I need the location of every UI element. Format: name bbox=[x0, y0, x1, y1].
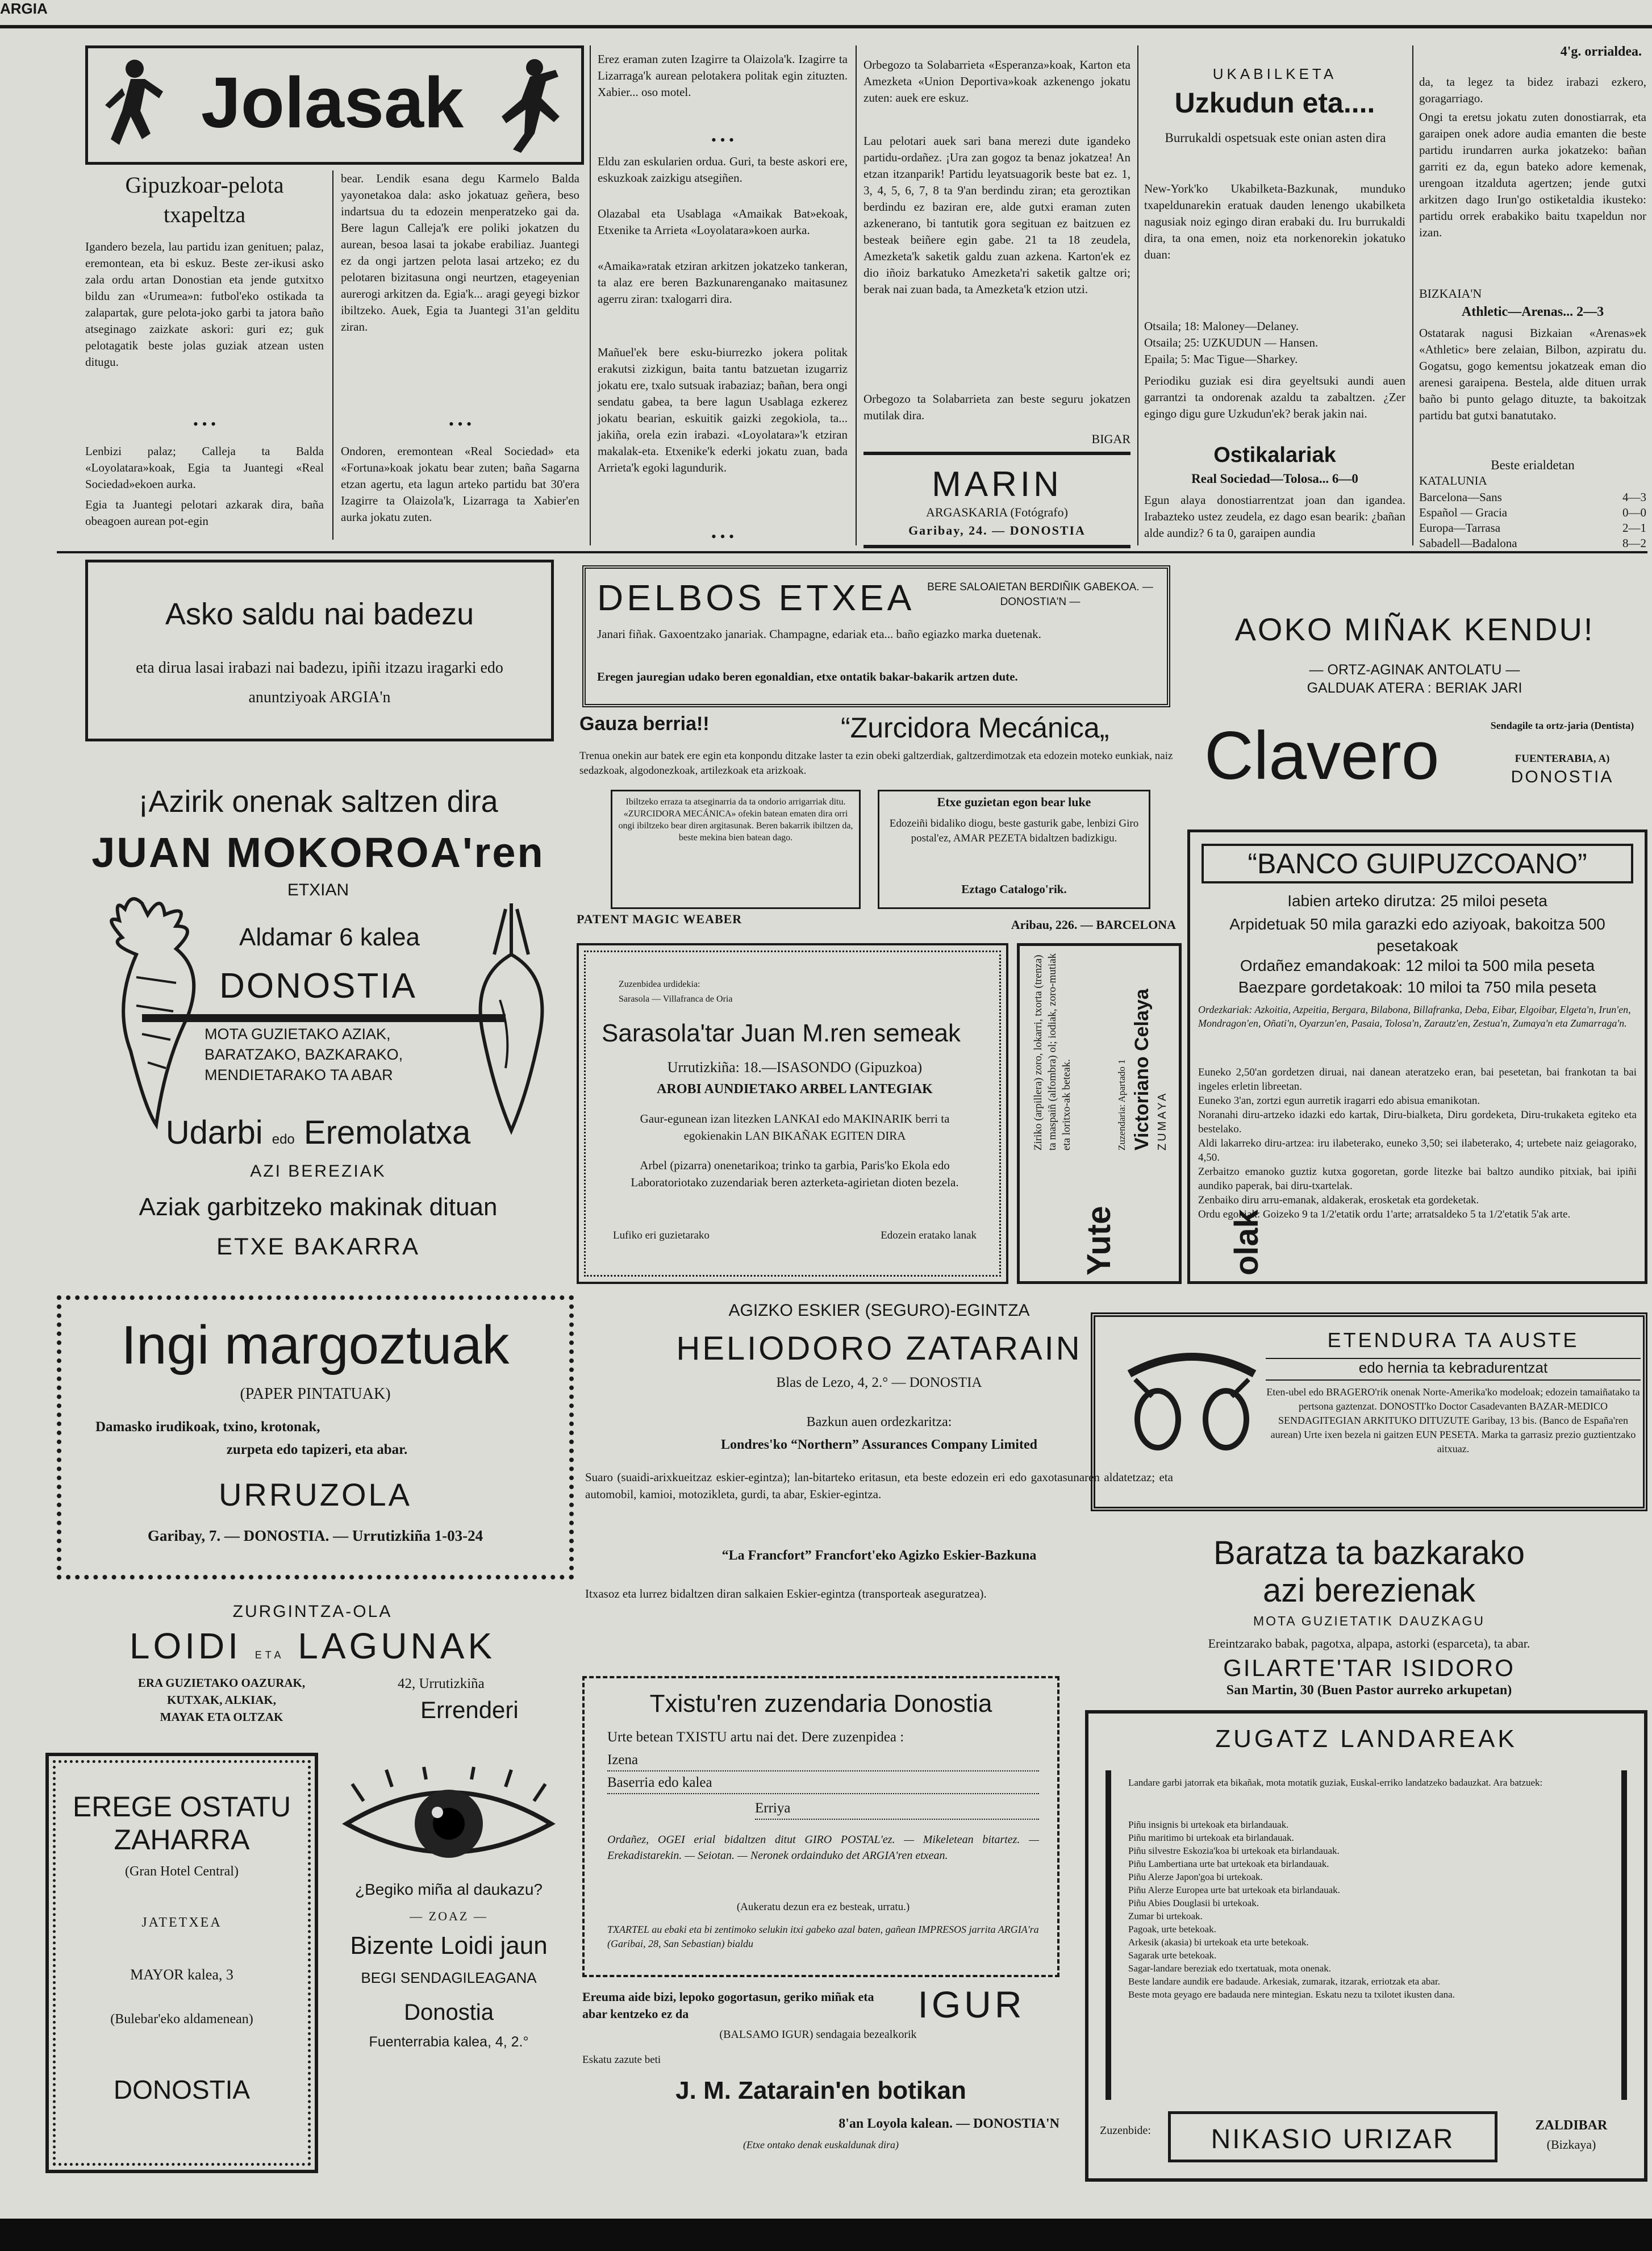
fight-item: Otsaila; 25: UZKUDUN — Hansen. bbox=[1144, 336, 1319, 349]
zatarain-small: Eskatu zazute beti bbox=[582, 2054, 661, 2066]
etendura-desc: Eten-ubel edo BRAGERO'rik onenak Norte-Amerika'ko modeloak; edozein tamaiñatako ta pertsona gaztenzat. DONOSTI'ko Doctor Casadevanten BAZAR-MEDICO SENDAGITEGIAN ARKITUKO DITUZUTE Garibay, 13 bis. (Banco de España'ren aurean) Urte ixen bezela ni gaitzen EUN PESETA. Marka ta garrasiz prezio guztientzako aitxuaz. bbox=[1266, 1386, 1640, 1454]
zugatz-item: Beste mota geyago ere badauda nere mintegian. Eskatu nezu ta txilotet ikusten dana. bbox=[1128, 1989, 1455, 2000]
zugatz-item: Zumar bi urtekoak. bbox=[1128, 1911, 1203, 1921]
heliodoro-franc: “La Francfort” Francfort'eko Agizko Eskier-Bazkuna bbox=[721, 1548, 1037, 1563]
txistu-note1: Ordañez, OGEI erial bidaltzen ditut GIRO POSTAL'ez. — Mikeletean bitartez. — Erekadistarekin. — Seiotan. — Neronek ordainduko det ARGIA'ren etxean. bbox=[607, 1833, 1039, 1862]
masthead: ARGIA bbox=[0, 0, 48, 17]
delbos-ad bbox=[582, 565, 1170, 707]
carrot-illustration bbox=[91, 892, 222, 1131]
zugatz-ad bbox=[1085, 1710, 1647, 2182]
txistu-title: Txistu'ren zuzendaria Donostia bbox=[649, 1690, 992, 1718]
jolasak-col3-p1: Erez eraman zuten Izagirre ta Olaizola'k. Izagirre ta Lizarraga'k aurean pelotakera politak egin zituzten. Xabier... oso motel. bbox=[598, 52, 848, 99]
mokoroa-t3: MENDIETARAKO TA ABAR bbox=[205, 1066, 393, 1083]
yute-zuz: Zuzendaria: Apartado 1 bbox=[1116, 1059, 1127, 1150]
baratza-desc: Ereintzarako babak, pagotxa, alpapa, astorki (esparceta), ta abar. bbox=[1208, 1636, 1530, 1650]
ostatu-ad bbox=[45, 1753, 318, 2173]
heliodoro-londres: Londres'ko “Northern” Assurances Company Limited bbox=[721, 1437, 1037, 1452]
zugatz-city2: (Bizkaya) bbox=[1546, 2137, 1596, 2152]
banco-ad bbox=[1187, 829, 1647, 1284]
jolasak-banner bbox=[85, 45, 584, 165]
txistu-coupon bbox=[582, 1676, 1059, 1977]
coupon-right bbox=[878, 790, 1150, 909]
col6-p2: Ongi ta eretsu jokatu zuten donostiarrak, eta garaipen onek adore audia emanten die beste partidu irundarren aurka jokatzeko: bañan garriti ez da, egun bateko adore kemenak, urengoan itzalduta agertzen; jende gutxi arkitzen dago Irun'go ostiketaldia ikusteko: partidu orrek erabakiko baitu txapeldun nor izan. bbox=[1419, 110, 1646, 239]
zugatz-item: Piñu Lambertiana urte bat urtekoak eta birlandauak. bbox=[1128, 1858, 1329, 1869]
banco-p: Euneko 2,50'an gordetzen diruai, nai danean ateratzeko eran, bai pesetetan, bai frankotan ta bai ingeles erletin libreetan. bbox=[1198, 1066, 1637, 1093]
banco-p: Zenbaiko diru arru-emanak, aldakerak, erosketak eta gordeketak. bbox=[1198, 1194, 1479, 1206]
etendura-title: ETENDURA TA AUSTE bbox=[1327, 1328, 1579, 1352]
zugatz-zuzen: Zuzenbide: bbox=[1100, 2124, 1151, 2137]
sarasola-small2: Sarasola — Villafranca de Oria bbox=[619, 994, 733, 1004]
delbos-line2: Eregen jauregian udako beren egonaldian, etxe ontatik bakar-bakarik artzen dute. bbox=[597, 670, 1018, 683]
runner-figure-left bbox=[99, 54, 173, 156]
page-label: 4'g. orrialdea. bbox=[1560, 44, 1642, 59]
sarasola-lantegiak: AROBI AUNDIETAKO ARBEL LANTEGIAK bbox=[657, 1082, 933, 1097]
txistu-field-izena: Izena bbox=[607, 1752, 1039, 1771]
result-row: Sabadell—Badalona 8—2 bbox=[1419, 536, 1646, 550]
coupon-left: Ibiltzeko erraza ta atseginarria da ta ondorio arrigarriak ditu. «ZURCIDORA MECÁNICA» ofekin batean ematen dira orri ongi ibiltzeko bear diren argitasunak. Beren bakarrik ibiltzen da, beste mekina bien batean dago. bbox=[611, 790, 861, 909]
banco-ordez: Ordezkariak: Azkoitia, Azpeitia, Bergara, Bilabona, Billafranka, Deba, Eibar, Elgoibar, Elgeta'n, Irun'en, Mondragon'en, Oñati'n, Oyarzun'en, Pasaia, Tolosa'n, Zarautz'en, Zestua'n, Zumaya'n eta Zumarraga'n. bbox=[1198, 1004, 1631, 1029]
aoko-line1: — ORTZ-AGINAK ANTOLATU — bbox=[1309, 662, 1520, 678]
ostatu-city: DONOSTIA bbox=[113, 2075, 251, 2104]
ukabilketa-section: UKABILKETA bbox=[1212, 65, 1337, 82]
col6-p1: da, ta legez ta bidez irabazi ezkero, goragarriago. bbox=[1419, 75, 1646, 105]
baratza-ad bbox=[1091, 1534, 1647, 1704]
mokoroa-ad bbox=[62, 784, 574, 1295]
zugatz-intro: Landare garbi jatorrak eta bikañak, mota motatik guziak, Euskal-erriko landatzeko badauzkat. Ara batzuek: bbox=[1128, 1777, 1543, 1788]
katalunia-label: KATALUNIA bbox=[1419, 474, 1487, 487]
jolasak-col1-p3: Egia ta Juantegi pelotari azkarak dira, baña obeagoen aurean pot-egin bbox=[85, 498, 324, 528]
heliodoro-name: HELIODORO ZATARAIN bbox=[676, 1330, 1082, 1367]
loidi-l1: ERA GUZIETAKO OAZURAK, bbox=[137, 1676, 306, 1690]
ostatu-street: MAYOR kalea, 3 bbox=[130, 1966, 233, 1983]
zatarain-addr: 8'an Loyola kalean. — DONOSTIA'N bbox=[838, 2116, 1059, 2131]
sarasola-f2: Edozein eratako lanak bbox=[881, 1229, 977, 1241]
zurcidora-title: “Zurcidora Mecánica„ bbox=[841, 712, 1109, 744]
ostikalariak-match: Real Sociedad—Tolosa... 6—0 bbox=[1191, 472, 1358, 486]
igur-brand: IGUR bbox=[917, 1983, 1025, 2025]
zatarain-ad bbox=[582, 2048, 1059, 2179]
bizente-addr: Fuenterrabia kalea, 4, 2.° bbox=[369, 2034, 529, 2050]
mokoroa-aziak: Aziak garbitzeko makinak dituan bbox=[139, 1193, 498, 1221]
delbos-title: DELBOS ETXEA bbox=[597, 577, 915, 618]
loidi-l2: KUTXAK, ALKIAK, bbox=[167, 1693, 276, 1707]
result-row: Español — Gracia 0—0 bbox=[1419, 506, 1646, 519]
sarasola-f1: Lufiko eri guzietarako bbox=[613, 1229, 710, 1241]
asko-text: eta dirua lasai irabazi nai badezu, ipiñi itzazu iragarki edo anuntziyoak ARGIA'n bbox=[136, 659, 503, 706]
zurcidora-coupon bbox=[611, 790, 1156, 909]
zurcidora-address: Aribau, 226. — BARCELONA bbox=[1011, 918, 1176, 932]
jolasak-title: Jolasak bbox=[201, 62, 464, 143]
zugatz-item: Piñu insignis bi urtekoak eta birlandauak. bbox=[1128, 1819, 1289, 1830]
zurcidora-desc: Trenua onekin aur batek ere egin eta konpondu ditzake laster ta ezin obeki galtzerdiak, galtzerdimotzak eta edozein moteko eunkiak, naiz sedazkoak, algodonezkoak, artilezkoak eta arizkoak. bbox=[579, 750, 1173, 777]
article-signature: BIGAR bbox=[1091, 432, 1130, 446]
sarasola-name: Sarasola'tar Juan M.ren semeak bbox=[602, 1019, 961, 1047]
ostikalariak-title: Ostikalariak bbox=[1213, 443, 1336, 467]
aoko-line2: GALDUAK ATERA : BERIAK JARI bbox=[1307, 680, 1522, 696]
asko-saldu-ad bbox=[85, 560, 554, 741]
fight-item: Epaila; 5: Mac Tigue—Sharkey. bbox=[1144, 352, 1298, 366]
ingi-desc2: zurpeta edo tapizeri, eta abar. bbox=[226, 1442, 408, 1457]
results-title: Beste erialdetan bbox=[1491, 458, 1575, 472]
clavero-dentist: Sendagile ta ortz-jaria (Dentista) bbox=[1490, 720, 1634, 731]
marin-name: MARIN bbox=[932, 465, 1062, 504]
runner-figure-right bbox=[490, 54, 570, 156]
jolasak-headline: Gipuzkoar-pelota txapeltza bbox=[125, 172, 284, 227]
bizente-city: Donostia bbox=[404, 2000, 494, 2025]
etendura-sub: edo hernia ta kebradurentzat bbox=[1266, 1358, 1641, 1381]
delbos-line1: Janari fiñak. Gaxoentzako janariak. Champagne, edariak eta... baño egiazko marka duetenak. bbox=[597, 627, 1041, 641]
igur-ad bbox=[582, 1983, 1054, 2045]
bizente-name: Bizente Loidi jaun bbox=[350, 1932, 548, 1960]
ingi-desc1: Damasko irudikoak, txino, krotonak, bbox=[95, 1419, 320, 1435]
zugatz-item: Beste landare aundik ere badaude. Arkesiak, zumarak, itzarak, erriotzak eta abar. bbox=[1128, 1976, 1440, 1987]
heliodoro-bazkun: Bazkun auen ordezkaritza: bbox=[806, 1415, 952, 1429]
heliodoro-desc: Suaro (suaidi-arixkueitzaz eskier-egintza); lan-bitarteko eritasun, eta beste edozein eri edo gaxotasunaren aldatetzaz; eta automobil, kamioi, motozikleta, gurdi, ta abar, Eskier-egintza. bbox=[585, 1470, 1173, 1501]
loidi-title-line: LOIDI ETA LAGUNAK bbox=[129, 1625, 496, 1666]
zugatz-item: Pagoak, urte betekoak. bbox=[1128, 1924, 1216, 1935]
asko-title: Asko saldu nai badezu bbox=[165, 597, 474, 631]
banco-p: Euneko 3'an, zortzi egun aurretik iragarri edo abisua emanikotan. bbox=[1198, 1095, 1480, 1107]
jolasak-col4-p3: Orbegozo ta Solabarrieta zan beste seguru jokatzen mutilak dira. bbox=[863, 392, 1130, 422]
zugatz-item: Piñu silvestre Eskozia'koa bi urtekoak eta birlandauak. bbox=[1128, 1845, 1340, 1856]
zatarain-note: (Etxe ontako denak euskaldunak dira) bbox=[743, 2139, 899, 2150]
jolasak-col2-p1: bear. Lendik esana degu Karmelo Balda yayonetakoa dala: asko jokatuaz geñera, beso indartsua du ta edozein menperatzeko gai da. Bere lagun Calleja'k ere poliki jokatzen du aurean, besoa lasai ta jokabe erabiliaz. Juantegi ez da ongi jartzen pelota lasai artzeko; ez du pelotaren bizitasuna ongi neurtzen, etageyenian aurerogi arkitzen da. Egia'k... aragi geyegi bizkor ibiltzeko. Auek, Egia ta Juantegi 31'an gelditu ziran. bbox=[341, 172, 579, 334]
banco-l3: Ordañez emandakoak: 12 miloi ta 500 mila peseta bbox=[1240, 957, 1595, 974]
zugatz-item: Sagarak urte betekoak. bbox=[1128, 1950, 1217, 1961]
bizkaia-p: Ostatarak nagusi Bizkaian «Arenas»ek «Athletic» bere zelaian, Bilbon, azpiratu du. Gogatsu, gogo kementsu jokatzeak eman dio arenesi garaipena. Bestela, alde dituen urrak baño bi punto gelago dituzte, ta bakoitzak partidu bat gutxi banatutako. bbox=[1419, 326, 1646, 422]
truss-illustration bbox=[1118, 1334, 1266, 1470]
aoko-ad bbox=[1182, 565, 1647, 798]
ukabilketa-fights bbox=[1144, 318, 1405, 372]
yute-city: ZUMAYA bbox=[1156, 1091, 1169, 1150]
yute-title: Yute olak bbox=[1081, 1206, 1265, 1275]
zugatz-item: Piñu Alerze Europea urte bat urtekoak eta birlandauak. bbox=[1128, 1885, 1340, 1895]
banco-p: Ordu egokiak: Goizeko 9 ta 1/2'etatik ordu 1'arte; arratsaldeko 5 ta 1/2'etatik 5'ak arte. bbox=[1198, 1208, 1571, 1220]
loidi-ad bbox=[57, 1602, 568, 1750]
ingi-name: URRUZOLA bbox=[218, 1477, 412, 1512]
bizente-question: ¿Begiko miña al daukazu? bbox=[355, 1881, 543, 1898]
delbos-side: BERE SALOAIETAN BERDIÑIK GABEKOA. — DONOSTIA'N — bbox=[927, 581, 1153, 608]
ostatu-grand: (Gran Hotel Central) bbox=[125, 1864, 239, 1879]
ingi-address: Garibay, 7. — DONOSTIA. — Urrutizkiña 1-03-24 bbox=[147, 1527, 483, 1544]
mokoroa-etxe: ETXE BAKARRA bbox=[216, 1233, 420, 1260]
ingi-ad bbox=[57, 1295, 574, 1579]
ukabilketa-headline: Uzkudun eta.... bbox=[1174, 87, 1375, 119]
clavero-city: DONOSTIA bbox=[1511, 768, 1614, 786]
marin-ad bbox=[863, 452, 1130, 548]
loidi-l3: MAYAK ETA OLTZAK bbox=[160, 1710, 283, 1724]
ostatu-jatetxea: JATETXEA bbox=[141, 1915, 222, 1930]
jolasak-col1-p1: Igandero bezela, lau partidu izan genituen; palaz, eremontean, eta bi eskuz. Beste zer-ikusi asko zala ordu artan Donostian eta jende gutxitxo bildu zan «Urumea»n: futbol'eko ostikada ta zalapartak, gure pelota-joko garbi ta jatora baño atseginago zaizkate askori: guri ez; guk pelotagatik beste jolas guziak atzean usten ditugu. bbox=[85, 240, 324, 369]
ostatu-title: EREGE OSTATU ZAHARRA bbox=[72, 1791, 291, 1856]
mokoroa-city: DONOSTIA bbox=[219, 966, 417, 1006]
newspaper-page: ARGIA 4'g. orrialdea. Jolasak Gipuzkoar-pelota txapeltza Igandero bezela, lau partidu izan genituen; palaz, eremontean, eta bi eskuz. Beste zer-ikusi asko zala ordu artan Donostian eta jende gutxitxo bildu zan «Urumea»n: futbol'eko ostikada ta zalapartak, gure pelota-joko garbi ta jatora baño atseginago zaizkate askori: guri ez; guk pelotagatik beste jolas guziak atzean usten ditugu. • • • Lenbizi palaz; Calleja ta Balda «Loyolatara»koak, Egia ta Juantegi «Real Sociedad»ekoen aurka. Egia ta Juantegi pelotari azkarak dira, baña obeagoen aurean pot-egin bear. Lendik esana degu Karmelo Balda yayonetakoa dala: asko jokatuaz geñera, beso indartsua du ta edozein menperatzeko gai da. Bere lagun Calleja'k ere poliki jokatzen du aurean, besoa lasai ta jokabe erabiliaz. Juantegi ez da ongi jartzen pelota lasai artzeko; ez du pelotaren bizitasuna ongi neurtzen, etageyenian aurerogi arkitzen da. Egia'k... aragi geyegi bizkor ibiltzeko. Auek, Egia ta Juantegi 31'an gelditu ziran. • • • Ondoren, eremontean «Real Sociedad» eta «Fortuna»koak jokatu bear zuten; baña Sagarna etzan agertu, eta lagun arteko partidu bat 30'era Izagirre ta Olaizola'k, Lizarraga ta Xabier'en aurka jokatu zuten. Erez eraman zuten Izagirre ta Olaizola'k. Izagirre ta Lizarraga'k aurean pelotakera politak egin zituzten. Xabier... oso motel. • • • Eldu zan eskularien ordua. Guri, ta beste askori ere, eskuzkoak zaizkigu atsegiñen. Olazabal eta Usablaga «Amaikak Bat»ekoak, Etxenike ta Arrieta «Loyolatara»koen aurka. «Amaika»ratak etziran arkitzen jokatzeko tankeran, ta alaz ere beren Bazkunarenganako maitasunez agerru ziran: txalogarri dira. Mañuel'ek bere esku-biurrezko jokera politak erakutsi zizkigun, baita tantu batzuetan izugarriz jokatu ere, txalo sutsuak irabaziaz; bañan, bera ongi sendatu gabea, ta bere lagun Usablaga ezkerez jokatu bearian, eskuitik gaizki zegokiola, ta... jakiña, orela ezin irabazi. «Loyolatara»'k etziran makalak-eta. Etxenike'k ederki jokatu zuan, bada Arrieta'k egoki lagundurik. • • • Orbegozo ta Solabarrieta «Esperanza»koak, Karton eta Amezketa «Union Deportiva»koak azkenengo jokatu zuten: auek ere eskuz. Lau pelotari auek sari bana merezi dute igandeko partidu-ordañez. ¡Ura zan gogoz ta benaz jokatzea! An etzan itzanparik! Partidu leyatsuagorik beste bat ez. 1, 3, 4, 5, 6, 7, 8 ta 9'an berdindu ziran; eta geroztikan berdindu ez baziran ere, alde gutxi eraman zuten azkenerano, bi tantutik gora segituan ez baitzuen ez besteak beiñere egin gabe. 21 ta 18 zeudela, Amezketa'k saketik galdu zuan azkena. Karton'ek ez dio iñoiz barkatuko Amezketa'ri saketik galtze ori; berak nai zuan bada, ta Amezketa'k etzion utzi. Orbegozo ta Solabarrieta zan beste seguru jokatzen mutilak dira. BIGAR MARIN ARGASKARIA (Fotógrafo) Garibay, 24. — DONOSTIA UKABILKETA Uzkudun eta.... Burrukaldi ospetsuak este onian asten dira New-York'ko Ukabilketa-Bazkunak, munduko txapeldunarekin eratuak dauden lenengo ukabilketa nagusiak noiz egingo diran erabaki du. Iru burrukaldi dira, ta ona emen, noiz eta norkenorekin jokatuko duan: Otsaila; 18: Maloney—Delaney. Otsaila; 25: UZKUDUN — Hansen. Epaila; 5: Mac Tigue—Sharkey. Periodiku guziak esi dira geyeltsuki aundi auen garrantzi ta ondorenak azaldu ta zabaltzen. ¿Zer egingo digu gure Uzkudun'ek? berak jakin nai. Ostikalariak Real Sociedad—Tolosa... 6—0 Egun alaya donostiarrentzat joan dan igandea. Irabazteko ustez zeudela, ez dago esan bearik: ¿bañan alde aundiz? 6 ta 0, garaipen aundia da, ta legez ta bidez irabazi ezkero, goragarriago. Ongi ta eretsu jokatu zuten donostiarrak, eta garaipen onek adore audia emanten die beste partidu irundarren aurka jokatzeko: bañan garriti ez da, egun bateko adore kemenak, urengoan itzalduta agertzen; jende gutxi arkitzen dago Irun'go ostiketaldia ikusteko: partidu orrek erabakiko baitu txapeldun nor izan. BIZKAIA'N Athletic—Arenas... 2—3 Ostatarak nagusi Bizkaian «Arenas»ek «Athletic» bere zelaian, Bilbon, azpiratu du. Gogatsu, gogo kementsu jokatzeak eman dio arenesi garaipena. Bestela, alde dituen urrak baño bi punto gelago dituzte, ta bakoitzak partidu bat gutxi banatutako. Beste erialdetan KATALUNIA Barcelona—Sans 4—3 Español — Gracia 0—0 Europa—Tarrasa 2—1 Sabadell—Badalona 8—2 Asko saldu nai badezu eta dirua lasai irabazi nai badezu, ipiñi itzazu iragarki edo anuntziyoak ARGIA'n DELBOS ETXEA BERE SALOAIETAN BERDIÑIK GABEKOA. — DONOSTIA'N — Janari fiñak. Gaxoentzako janariak. Champagne, edariak eta... baño egiazko marka duetenak. Eregen jauregian udako beren egonaldian, etxe ontatik bakar-bakarik artzen dute. AOKO MIÑAK KENDU! — ORTZ-AGINAK ANTOLATU — GALDUAK ATERA : BERIAK JARI Clavero Sendagile ta ortz-jaria (Dentista) FUENTERABIA, A) DONOSTIA Gauza berria!! “Zurcidora Mecánica„ Trenua onekin aur batek ere egin eta konpondu ditzake laster ta ezin obeki galtzerdiak, galtzerdimotzak eta edozein moteko eunkiak, naiz sedazkoak, algodonezkoak, artilezkoak eta arizkoak. Ibiltzeko erraza ta atseginarria da ta ondorio arrigarriak ditu. «ZURCIDORA MECÁNICA» ofekin batean ematen dira orri ongi ibiltzeko bear diren argitasunak. Beren bakarrik ibiltzen da, beste mekina bien batean dago. Etxe guzietan egon bear luke Edozeiñi bidaliko diogu, beste gasturik gabe, lenbizi Giro postal'ez, AMAR PEZETA bidaltzen badizkigu. Eztago Catalogo'rik. PATENT MAGIC WEABER Aribau, 226. — BARCELONA ¡Azirik onenak saltzen dira JUAN MOKOROA'ren ETXIAN Aldamar 6 kalea DONOSTIA MOTA GUZIETAKO AZIAK, BARATZAKO, BAZKARAKO, MENDIETARAKO TA ABAR Udarbi edo Eremolatxa AZI BEREZIAK Aziak garbitzeko makinak dituan ETXE BAKARRA Zuzenbidea urdidekia: Sarasola — Villafranca de Oria Sarasola'tar Juan M.ren semeak Urrutizkiña: 18.—ISASONDO (Gipuzkoa) AROBI AUNDIETAKO ARBEL LANTEGIAK Gaur-egunean izan litezken LANKAI edo MAKINARIK berri ta egokienakin LAN BIKAÑAK EGITEN DIRA Arbel (pizarra) onenetarikoa; trinko ta garbia, Paris'ko Ekola edo Laboratoriotako zuzendariak beren azterketa-agirietan dioten bezela. Lufiko eri guzietarako Edozein eratako lanak Yute olak Ziriko (arpillera) zoro, lokarri, txorta (trenza) ta maspaiñ (alfombra) ol; iodiak, zoro-mutiak eta loritxo-ak beteak. Zuzendaria: Apartado 1 Victoriano Celaya ZUMAYA “BANCO GUIPUZCOANO” Iabien arteko dirutza: 25 miloi peseta Arpidetuak 50 mila garazki edo aziyoak, bakoitza 500 pesetakoak Ordañez emandakoak: 12 miloi ta 500 mila peseta Baezpare gordetakoak: 10 miloi ta 750 mila peseta Ordezkariak: Azkoitia, Azpeitia, Bergara, Bilabona, Billafranka, Deba, Eibar, Elgoibar, Elgeta'n, Irun'en, Mondragon'en, Oñati'n, Oyarzun'en, Pasaia, Tolosa'n, Zarautz'en, Zestua'n, Zumaya'n eta Zumarraga'n. Euneko 2,50'an gordetzen diruai, nai danean ateratzeko eran, bai pesetetan, bai frankotan ta bai ingeles erletin libreetan. Euneko 3'an, zortzi egun aurretik iragarri edo abisua emanikotan. Noranahi diru-artzeko idazki edo kartak, Diru-bialketa, Diru gordeketa, Diru-trukaketa egiteko eta bestelako. Aldi lakarreko diru-artzea: iru ilabeterako, euneko 3,50; sei ilabeterako, 4; urtebete naiz geiagorako, 4,50. Zerbaitzo emanoko guztiz kutxa gogoretan, gorde litezke bai baltzo aundiko pitxiak, bai ipiñi aundiko paperak, bai diru-txartelak. Zenbaiko diru arru-emanak, aldakerak, erosketak eta gordeketak. Ordu egokiak: Goizeko 9 ta 1/2'etatik ordu 1'arte; arratsaldeko 5 ta 1/2'etatik 5'ak arte. Ingi margoztuak (PAPER PINTATUAK) Damasko irudikoak, txino, krotonak, zurpeta edo tapizeri, eta abar. URRUZOLA Garibay, 7. — DONOSTIA. — Urrutizkiña 1-03-24 AGIZKO ESKIER (SEGURO)-EGINTZA HELIODORO ZATARAIN Blas de Lezo, 4, 2.° — DONOSTIA Bazkun auen ordezkaritza: Londres'ko “Northern” Assurances Company Limited Suaro (suaidi-arixkueitzaz eskier-egintza); lan-bitarteko eritasun, eta beste edozein eri edo gaxotasunaren aldatetzaz; eta automobil, kamioi, motozikleta, gurdi, ta abar, Eskier-egintza. “La Francfort” Francfort'eko Agizko Eskier-Bazkuna Itxasoz eta lurrez bidaltzen diran salkaien Eskier-egintza (transporteak aseguratzea). ETENDURA TA AUSTE edo hernia ta kebradurentzat Eten-ubel edo BRAGERO'rik onenak Norte-Amerika'ko modeloak; edozein tamaiñatako ta pertsona gaztenzat. DONOSTI'ko Doctor Casadevanten BAZAR-MEDICO SENDAGITEGIAN ARKITUKO DITUZUTE Garibay, 13 bis. (Banco de España'ren aurean) Urte ixen bezela ni gaitzen EUN PESETA. Marka ta garrasiz prezio guztientzako aitxuaz. Baratza ta bazkarako azi berezienak MOTA GUZIETATIK DAUZKAGU Ereintzarako babak, pagotxa, alpapa, astorki (esparceta), ta abar. GILARTE'TAR ISIDORO San Martin, 30 (Buen Pastor aurreko arkupetan) ZURGINTZA-OLA LOIDI ETA LAGUNAK ERA GUZIETAKO OAZURAK, KUTXAK, ALKIAK, MAYAK ETA OLTZAK 42, Urrutizkiña Errenderi EREGE OSTATU ZAHARRA (Gran Hotel Central) JATETXEA MAYOR kalea, 3 (Bulebar'eko aldamenean) DONOSTIA ¿Begiko miña al daukazu? — ZOAZ — Bizente Loidi jaun BEGI SENDAGILEAGANA Donostia Fuenterrabia kalea, 4, 2.° Txistu'ren zuzendaria Donostia Urte betean TXISTU artu nai det. Dere zuzenpidea : Izena Baserria edo kalea Erriya Ordañez, OGEI erial bidaltzen ditut GIRO POSTAL'ez. — Mikeletean bitartez. — Erekadistarekin. — Seiotan. — Neronek ordainduko det ARGIA'ren etxean. (Aukeratu dezun era ez besteak, urratu.) TXARTEL au ebaki eta bi zentimoko selukin itxi gabeko azal baten, gañean IMPRESOS jarrita ARGIA'ra (Garibai, 28, San Sebastian) bialdu Ereuma aide bizi, lepoko gogortasun, geriko miñak eta abar kentzeko ez da IGUR (BALSAMO IGUR) sendagaia bezealkorik Eskatu zazute beti J. M. Zatarain'en botikan 8'an Loyola kalean. — DONOSTIA'N (Etxe ontako denak euskaldunak dira) ZUGATZ LANDAREAK Landare garbi jatorrak eta bikañak, mota motatik guziak, Euskal-erriko landatzeko badauzkat. Ara batzuek: Piñu insignis bi urtekoak eta birlandauak. Piñu maritimo bi urtekoak eta birlandauak. Piñu silvestre Eskozia'koa bi urtekoak eta birlandauak. Piñu Lambertiana urte bat urtekoak eta birlandauak. Piñu Alerze Japon'goa bi urtekoak. Piñu Alerze Europea urte bat urtekoak eta birlandauak. Piñu Abies Douglasii bi urtekoak. Zumar bi urtekoak. Pagoak, urte betekoak. Arkesik (akasia) bi urtekoak eta urte betekoak. Sagarak urte betekoak. Sagar-landare bereziak edo txertatuak, mota onenak. Beste landare aundik ere badaude. Arkesiak, zumarak, itzarak, erriotzak eta abar. Beste mota geyago ere badauda nere mintegian. Eskatu nezu ta txilotet ikusten dana. Zuzenbide: NIKASIO URIZAR ZALDIBAR (Bizkaya) bbox=[0, 0, 1652, 2251]
coupon-text: Edozeiñi bidaliko diogu, beste gasturik gabe, lenbizi Giro postal'ez, AMAR PEZETA bidaltzen badizkigu. bbox=[889, 818, 1139, 844]
banco-l1: Iabien arteko dirutza: 25 miloi peseta bbox=[1287, 892, 1547, 910]
zugatz-item: Piñu Alerze Japon'goa bi urtekoak. bbox=[1128, 1871, 1263, 1882]
jolasak-col1-p2: Lenbizi palaz; Calleja ta Balda «Loyolatara»koak, Egia ta Juantegi «Real Sociedad»ekoen aurka. bbox=[85, 444, 324, 491]
banco-p: Zerbaitzo emanoko guztiz kutxa gogoretan, gorde litezke bai baltzo aundiko pitxiak, bai ipiñi aundiko paperak, bai diru-txartelak. bbox=[1198, 1166, 1637, 1192]
mokoroa-street: Aldamar 6 kalea bbox=[239, 923, 420, 951]
jolasak-col3-p4: «Amaika»ratak etziran arkitzen jokatzeko tankeran, ta alaz ere beren Bazkunarenganako maitasunez agerru ziran: txalogarri dira. bbox=[598, 259, 848, 306]
baratza-mota: MOTA GUZIETATIK DAUZKAGU bbox=[1253, 1614, 1486, 1628]
mokoroa-etxian: ETXIAN bbox=[287, 881, 349, 899]
zugatz-list-frame bbox=[1105, 1770, 1627, 2100]
zatarain-name: J. M. Zatarain'en botikan bbox=[675, 2077, 966, 2104]
banco-p: Aldi lakarreko diru-artzea: iru ilabeterako, euneko 3,50; sei ilabeterako, 4; urtebete naiz geiagorako, 4,50. bbox=[1198, 1137, 1637, 1164]
zugatz-item: Piñu maritimo bi urtekoak eta birlandauak. bbox=[1128, 1832, 1294, 1843]
jolasak-col3-p2: Eldu zan eskularien ordua. Guri, ta beste askori ere, eskuzkoak zaizkigu atsegiñen. bbox=[598, 155, 848, 185]
coupon-head: Etxe guzietan egon bear luke bbox=[937, 795, 1091, 809]
heliodoro-desc2: Itxasoz eta lurrez bidaltzen diran salkaien Eskier-egintza (transporteak aseguratzea). bbox=[585, 1587, 987, 1600]
result-row: Barcelona—Sans 4—3 bbox=[1419, 490, 1646, 504]
baratza-title2: azi berezienak bbox=[1263, 1572, 1475, 1609]
zugatz-city1: ZALDIBAR bbox=[1535, 2118, 1608, 2133]
loidi-head: ZURGINTZA-OLA bbox=[232, 1602, 393, 1621]
sarasola-small1: Zuzenbidea urdidekia: bbox=[619, 979, 700, 989]
results-table bbox=[1419, 490, 1646, 552]
mokoroa-berezi: AZI BEREZIAK bbox=[250, 1162, 386, 1181]
ukabilketa-p1: New-York'ko Ukabilketa-Bazkunak, munduko txapeldunarekin eratuak dauden lenengo ukabilketa nagusiak noiz egingo diran erabaki du. Iru burrukaldi dira, ta ona emen, noiz eta norkenorekin jokatuko duan: bbox=[1144, 182, 1405, 261]
yute-ad bbox=[1017, 943, 1265, 1284]
yute-name: Victoriano Celaya bbox=[1131, 989, 1153, 1150]
txistu-line1: Urte betean TXISTU artu nai det. Dere zuzenpidea : bbox=[607, 1729, 904, 1745]
loidi-addr: 42, Urrutizkiña bbox=[398, 1676, 485, 1691]
heliodoro-addr: Blas de Lezo, 4, 2.° — DONOSTIA bbox=[776, 1375, 982, 1390]
zugatz-name: NIKASIO URIZAR bbox=[1168, 2111, 1497, 2162]
banco-body bbox=[1198, 1065, 1637, 1281]
bizente-role: BEGI SENDAGILEAGANA bbox=[361, 1969, 537, 1986]
bizkaia-label: BIZKAIA'N bbox=[1419, 286, 1482, 301]
ukabilketa-p2: Periodiku guziak esi dira geyeltsuki aundi auen garrantzi ta ondorenak azaldu ta zabaltzen. ¿Zer egingo digu gure Uzkudun'ek? berak jakin nai. bbox=[1144, 374, 1405, 420]
aoko-title: AOKO MIÑAK KENDU! bbox=[1234, 611, 1595, 647]
zugatz-item: Arkesik (akasia) bi urtekoak eta urte betekoak. bbox=[1128, 1937, 1309, 1948]
mokoroa-udarbi-line: Udarbi edo Eremolatxa bbox=[165, 1114, 471, 1151]
mokoroa-name: JUAN MOKOROA'ren bbox=[91, 829, 545, 876]
zugatz-item: Piñu Abies Douglasii bi urtekoak. bbox=[1128, 1898, 1259, 1908]
yute-desc: Ziriko (arpillera) zoro, lokarri, txorta (trenza) ta maspaiñ (alfombra) ol; iodiak, zoro-mutiak eta loritxo-ak beteak. bbox=[1032, 953, 1073, 1150]
txistu-note2: (Aukeratu dezun era ez besteak, urratu.) bbox=[736, 1901, 910, 1913]
igur-text: Ereuma aide bizi, lepoko gogortasun, geriko miñak eta abar kentzeko ez da bbox=[582, 1990, 874, 2021]
mokoroa-t2: BARATZAKO, BAZKARAKO, bbox=[205, 1046, 403, 1063]
baratza-name: GILARTE'TAR ISIDORO bbox=[1223, 1654, 1515, 1681]
jolasak-col3-p3: Olazabal eta Usablaga «Amaikak Bat»ekoak, Etxenike ta Arrieta «Loyolatara»koen aurka. bbox=[598, 207, 848, 237]
baratza-title1: Baratza ta bazkarako bbox=[1213, 1535, 1525, 1571]
sarasola-desc1: Gaur-egunean izan litezken LANKAI edo MAKINARIK berri ta egokienakin LAN BIKAÑAK EGITEN DIRA bbox=[640, 1112, 950, 1143]
heliodoro-head: AGIZKO ESKIER (SEGURO)-EGINTZA bbox=[728, 1301, 1030, 1320]
banco-p: Noranahi diru-artzeko idazki edo kartak, Diru-bialketa, Diru gordeketa, Diru-trukaketa egiteko eta bestelako. bbox=[1198, 1109, 1637, 1135]
clavero-place: FUENTERABIA, A) bbox=[1515, 753, 1610, 765]
jolasak-col3-p5: Mañuel'ek bere esku-biurrezko jokera politak erakutsi zizkigun, baita tantu batzuetan izugarriz jokatu ere, txalo sutsuak irabaziaz; bañan, bera ongi sendatu gabea, ta bere lagun Usablaga ezkerez jokatu bearian, eskuitik gaizki zegokiola, ta... jakiña, orela ezin irabazi. «Loyolatara»'k etziran makalak-eta. Etxenike'k ederki jokatu zuan, bada Arrieta'k egoki lagundurik. bbox=[598, 345, 848, 474]
jolasak-col2-p2: Ondoren, eremontean «Real Sociedad» eta «Fortuna»koak jokatu bear zuten; baña Sagarna etzan agertu, eta lagun arteko partidu bat 30'era Izagirre ta Olaizola'k, Lizarraga ta Xabier'en aurka jokatu zuten. bbox=[341, 444, 579, 524]
zurcidora-left-title: Gauza berria!! bbox=[579, 713, 710, 735]
loidi-city: Errenderi bbox=[420, 1696, 519, 1723]
jolasak-col4-p1: Orbegozo ta Solabarrieta «Esperanza»koak, Karton eta Amezketa «Union Deportiva»koak azkenengo jokatu zuten: auek ere eskuz. bbox=[863, 58, 1130, 105]
clavero-name: Clavero bbox=[1204, 718, 1440, 794]
zugatz-item: Sagar-landare bereziak edo txertatuak, mota onenak. bbox=[1128, 1963, 1331, 1974]
etendura-ad bbox=[1091, 1312, 1647, 1511]
sarasola-desc2: Arbel (pizarra) onenetarikoa; trinko ta garbia, Paris'ko Ekola edo Laboratoriotako zuzendariak beren azterketa-agirietan dioten bezela. bbox=[631, 1158, 959, 1189]
bizkaia-match: Athletic—Arenas... 2—3 bbox=[1461, 305, 1604, 319]
eye-illustration bbox=[341, 1767, 557, 1875]
coupon-foot: Eztago Catalogo'rik. bbox=[961, 882, 1067, 896]
zugatz-title: ZUGATZ LANDAREAK bbox=[1215, 1725, 1517, 1753]
txistu-field-baserria: Baserria edo kalea bbox=[607, 1775, 1039, 1794]
txistu-note3: TXARTEL au ebaki eta bi zentimoko selukin itxi gabeko azal baten, gañean IMPRESOS jarrita ARGIA'ra (Garibai, 28, San Sebastian) bialdu bbox=[607, 1924, 1039, 1949]
jolasak-col4-p2: Lau pelotari auek sari bana merezi dute igandeko partidu-ordañez. ¡Ura zan gogoz ta benaz jokatzea! An etzan itzanparik! Partidu leyatsuagorik beste bat ez. 1, 3, 4, 5, 6, 7, 8 ta 9'an berdindu ziran; eta geroztikan berdindu ez baziran ere, alde gutxi eraman zuten azkenerano, bi tantutik gora segituan ez baitzuen ez besteak beiñere egin gabe. 21 ta 18 zeudela, Amezketa'k saketik galdu zuan azkena. Karton'ek ez dio iñoiz barkatuko Amezketa'ri saketik galtze ori; berak nai zuan bada, ta Amezketa'k etzion utzi. bbox=[863, 134, 1130, 296]
banco-l2: Arpidetuak 50 mila garazki edo aziyoak, bakoitza 500 pesetakoak bbox=[1229, 915, 1605, 954]
baratza-addr: San Martin, 30 (Buen Pastor aurreko arkupetan) bbox=[1226, 1683, 1512, 1698]
ukabilketa-sub: Burrukaldi ospetsuak este onian asten dira bbox=[1165, 131, 1386, 145]
mokoroa-line1: ¡Azirik onenak saltzen dira bbox=[138, 785, 498, 819]
sarasola-phone: Urrutizkiña: 18.—ISASONDO (Gipuzkoa) bbox=[667, 1059, 923, 1076]
marin-address: Garibay, 24. — DONOSTIA bbox=[908, 523, 1086, 537]
bizente-zoaz: — ZOAZ — bbox=[410, 1909, 488, 1923]
fight-item: Otsaila; 18: Maloney—Delaney. bbox=[1144, 319, 1299, 333]
result-row: Europa—Tarrasa 2—1 bbox=[1419, 521, 1646, 535]
ingi-sub: (PAPER PINTATUAK) bbox=[240, 1385, 391, 1403]
zurcidora-patent: PATENT MAGIC WEABER bbox=[577, 912, 742, 926]
ostikalariak-p: Egun alaya donostiarrentzat joan dan igandea. Irabazteko ustez zeudela, ez dago esan bearik: ¿bañan alde aundiz? 6 ta 0, garaipen aundia bbox=[1144, 493, 1405, 540]
txistu-field-erriya: Erriya bbox=[755, 1800, 1039, 1820]
mokoroa-t1: MOTA GUZIETAKO AZIAK, bbox=[205, 1026, 391, 1043]
igur-sub: (BALSAMO IGUR) sendagaia bezealkorik bbox=[719, 2028, 917, 2041]
marin-sub: ARGASKARIA (Fotógrafo) bbox=[926, 505, 1068, 519]
banco-l4: Baezpare gordetakoak: 10 miloi ta 750 mila peseta bbox=[1238, 978, 1597, 996]
ingi-title: Ingi margoztuak bbox=[121, 1315, 510, 1375]
ostatu-bulebar: (Bulebar'eko aldamenean) bbox=[110, 2012, 253, 2027]
sarasola-ad bbox=[577, 943, 1008, 1284]
bizente-ad bbox=[324, 1761, 574, 2182]
zugatz-items bbox=[1128, 1818, 1605, 2096]
banco-title: “BANCO GUIPUZCOANO” bbox=[1202, 844, 1633, 883]
